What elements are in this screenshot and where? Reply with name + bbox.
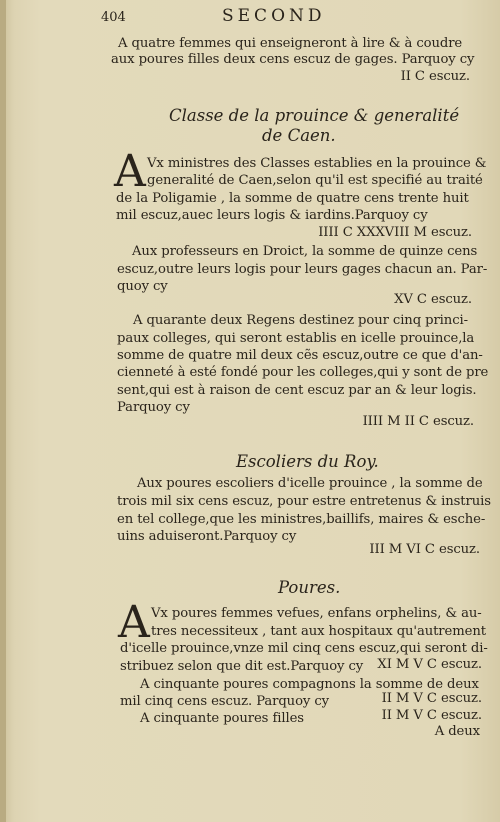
amount: IIII M II C escuz.	[362, 414, 474, 429]
text-line: mil cinq cens escuz. Parquoy cy	[120, 694, 329, 709]
text-line: Vx ministres des Classes establies en la prouince &	[147, 156, 487, 171]
text-line: uins aduiseront.Parquoy cy	[117, 529, 297, 544]
text-line: A cinquante poures compagnons la somme de deux	[140, 677, 479, 692]
section-heading: Classe de la prouince & generalité	[169, 106, 460, 125]
text-line: trois mil six cens escuz, pour estre entretenus & instruis	[117, 494, 491, 509]
text-line: mil escuz,auec leurs logis & iardins.Parquoy cy	[116, 208, 428, 223]
amount: XV C escuz.	[394, 292, 472, 307]
text-line: de la Poligamie , la somme de quatre cens trente huit	[116, 191, 469, 206]
amount: IIII C XXXVIII M escuz.	[318, 225, 472, 240]
page-gutter	[0, 0, 6, 822]
running-head: SECOND	[222, 6, 326, 26]
catchword: A deux	[434, 724, 480, 739]
page-number: 404	[101, 10, 126, 25]
text-line: quoy cy	[117, 279, 168, 294]
text-line: Aux poures escoliers d'icelle prouince , la somme de	[137, 476, 483, 491]
amount: II M V C escuz.	[381, 691, 482, 706]
text-line: A quatre femmes qui enseigneront à lire & à coudre	[118, 36, 463, 51]
amount: XI M V C escuz.	[377, 657, 482, 672]
amount: II C escuz.	[400, 69, 470, 84]
text-line: Aux professeurs en Droict, la somme de quinze cens	[132, 244, 478, 259]
text-line: paux colleges, qui seront establis en icelle prouince,la	[117, 331, 475, 346]
drop-cap: A	[118, 597, 150, 648]
amount: II M V C escuz.	[381, 708, 482, 723]
text-line: en tel college,que les ministres,baillifs, maires & esche-	[117, 512, 486, 527]
section-heading: Poures.	[278, 578, 341, 597]
amount: III M VI C escuz.	[369, 542, 480, 557]
text-line: tres necessiteux , tant aux hospitaux qu'autrement	[151, 624, 486, 639]
text-line: somme de quatre mil deux cẽs escuz,outre ce que d'an-	[117, 348, 483, 363]
text-line: escuz,outre leurs logis pour leurs gages chacun an. Par-	[117, 262, 488, 277]
section-heading-cont: de Caen.	[262, 126, 336, 145]
text-line: A cinquante poures filles	[140, 711, 304, 726]
text-line: stribuez selon que dit est.Parquoy cy	[120, 659, 364, 674]
text-line: generalité de Caen,selon qu'il est specifié au traité	[147, 173, 483, 188]
text-line: A quarante deux Regens destinez pour cinq princi-	[133, 313, 468, 328]
text-line: sent,qui est à raison de cent escuz par an & leur logis.	[117, 383, 477, 398]
text-line: cienneté à esté fondé pour les colleges,qui y sont de pre	[117, 365, 489, 380]
text-line: Parquoy cy	[117, 400, 190, 415]
text-line: aux poures filles deux cens escuz de gages. Parquoy cy	[111, 52, 475, 67]
text-line: d'icelle prouince,vnze mil cinq cens escuz,qui seront di-	[120, 641, 488, 656]
text-line: Vx poures femmes vefues, enfans orphelins, & au-	[151, 606, 482, 621]
section-heading: Escoliers du Roy.	[236, 452, 379, 471]
drop-cap: A	[114, 146, 146, 197]
